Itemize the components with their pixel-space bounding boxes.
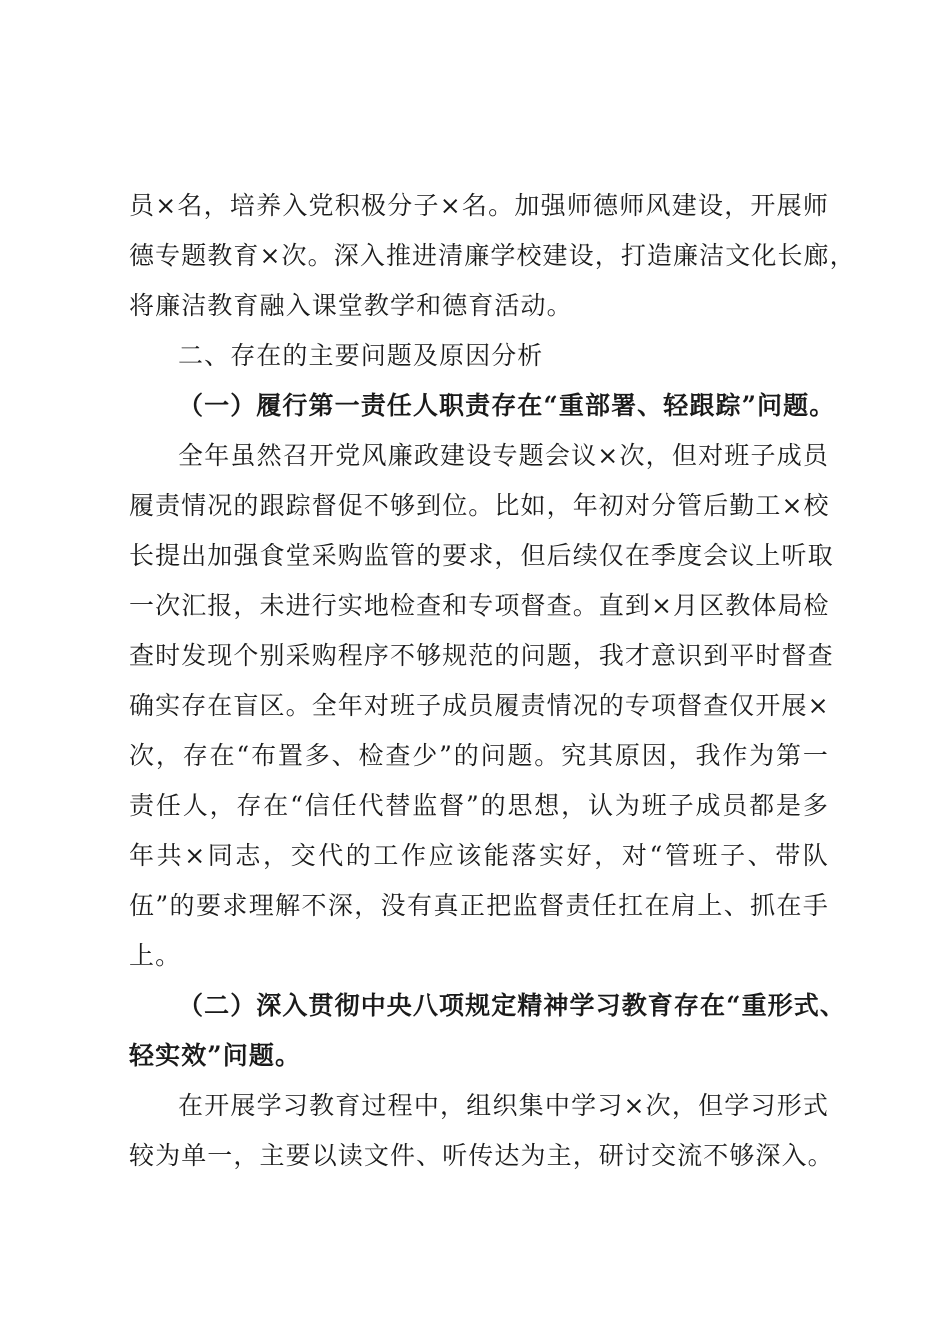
subsection-1-heading: （一）履行第一责任人职责存在“重部署、轻跟踪”问题。 xyxy=(178,391,836,420)
subsection-1-body-line-2: 履责情况的跟踪督促不够到位。比如，年初对分管后勤工×校 xyxy=(129,491,830,520)
subsection-1-body-line-1: 全年虽然召开党风廉政建设专题会议×次，但对班子成员 xyxy=(178,441,829,470)
subsection-2-body-line-2: 较为单一，主要以读文件、听传达为主，研讨交流不够深入。 xyxy=(129,1141,834,1170)
subsection-1-body-line-3: 长提出加强食堂采购监管的要求，但后续仅在季度会议上听取 xyxy=(129,541,834,570)
continuation-line-1: 员×名，培养入党积极分子×名。加强师德师风建设，开展师 xyxy=(129,191,829,220)
subsection-2-heading-line-1: （二）深入贯彻中央八项规定精神学习教育存在“重形式、 xyxy=(178,991,846,1020)
subsection-2-body-line-1: 在开展学习教育过程中，组织集中学习×次，但学习形式 xyxy=(178,1091,829,1120)
subsection-1-body-line-11: 上。 xyxy=(129,941,182,970)
subsection-1-body-line-5: 查时发现个别采购程序不够规范的问题，我才意识到平时督查 xyxy=(129,641,834,670)
continuation-line-3: 将廉洁教育融入课堂教学和德育活动。 xyxy=(129,291,573,320)
continuation-line-2: 德专题教育×次。深入推进清廉学校建设，打造廉洁文化长廊， xyxy=(129,241,856,270)
subsection-2-heading-line-2: 轻实效”问题。 xyxy=(129,1041,302,1070)
subsection-1-body-line-4: 一次汇报，未进行实地检查和专项督查。直到×月区教体局检 xyxy=(129,591,830,620)
subsection-1-body-line-9: 年共×同志，交代的工作应该能落实好，对“管班子、带队 xyxy=(129,841,829,870)
subsection-1-body-line-10: 伍”的要求理解不深，没有真正把监督责任扛在肩上、抓在手 xyxy=(129,891,829,920)
section-heading: 二、存在的主要问题及原因分析 xyxy=(178,341,544,370)
subsection-1-body-line-8: 责任人，存在“信任代替监督”的思想，认为班子成员都是多 xyxy=(129,791,829,820)
subsection-1-body-line-6: 确实存在盲区。全年对班子成员履责情况的专项督查仅开展× xyxy=(129,691,830,720)
subsection-1-body-line-7: 次，存在“布置多、检查少”的问题。究其原因，我作为第一 xyxy=(129,741,829,770)
